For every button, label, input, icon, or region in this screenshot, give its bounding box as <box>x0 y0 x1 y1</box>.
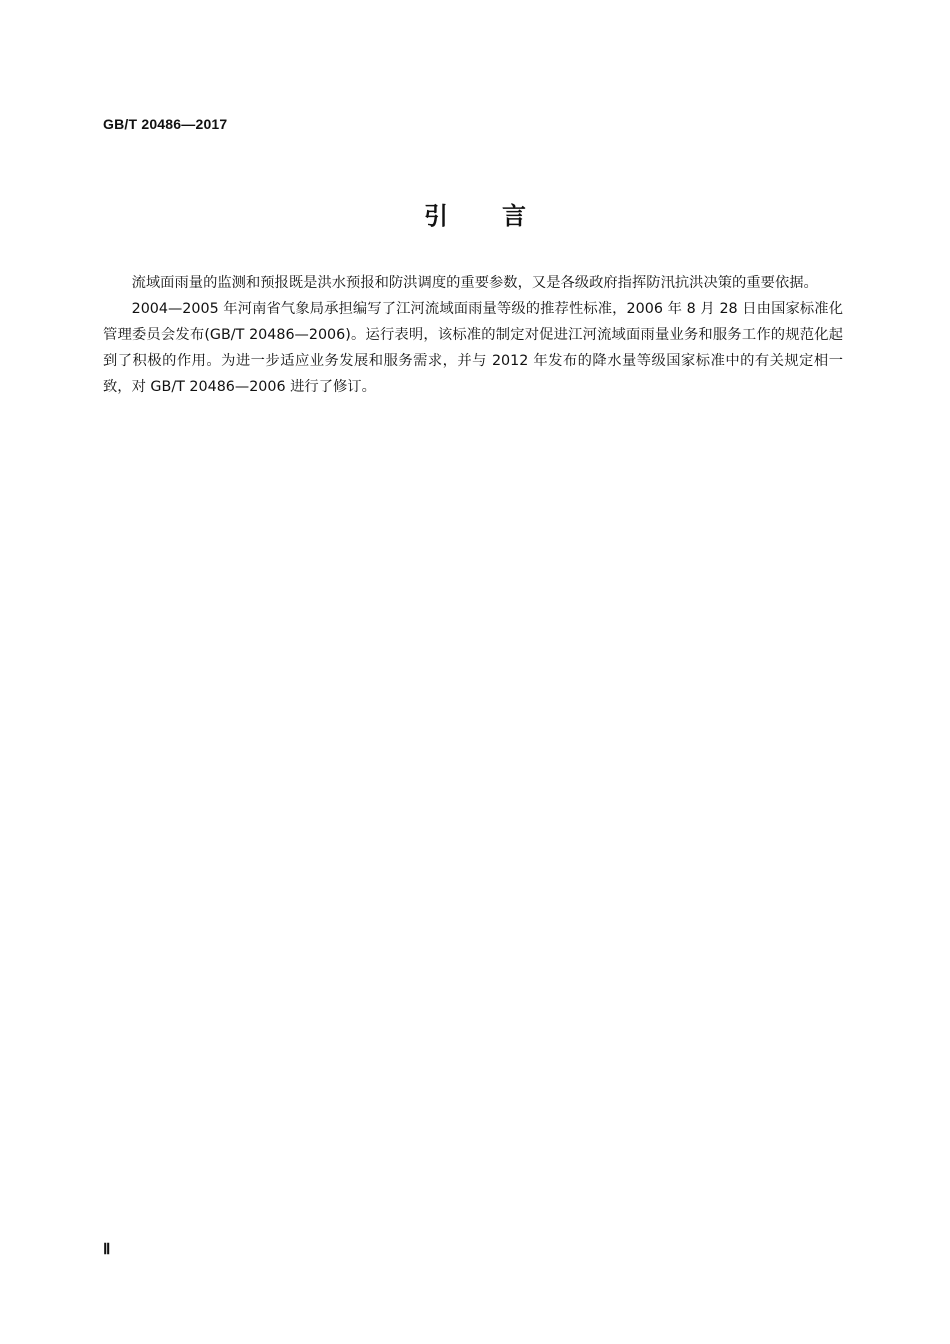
paragraph-2: 2004—2005 年河南省气象局承担编写了江河流域面雨量等级的推荐性标准，2006 年 8 月 28 日由国家标准化管理委员会发布(GB/T 20486—2006)。运行表明，该标准的制定对促进江河流域面雨量业务和服务工作的规范化起到了积极的作用。为进一步适应业务发展和服务需求，并与 2012 年发布的降水量等级国家标准中的有关规定相一致，对 GB/T 20486—2006 进行了修订。 <box>103 301 843 395</box>
title-char-1: 引 <box>424 202 448 230</box>
paragraph-1: 流域面雨量的监测和预报既是洪水预报和防洪调度的重要参数，又是各级政府指挥防汛抗洪决策的重要依据。 <box>131 275 818 291</box>
page-title <box>0 196 950 231</box>
title-char-2: 言 <box>502 202 526 230</box>
page-number: Ⅱ <box>103 1242 111 1258</box>
standard-number-header: GB/T 20486—2017 <box>103 116 228 132</box>
introduction-body <box>103 270 843 400</box>
